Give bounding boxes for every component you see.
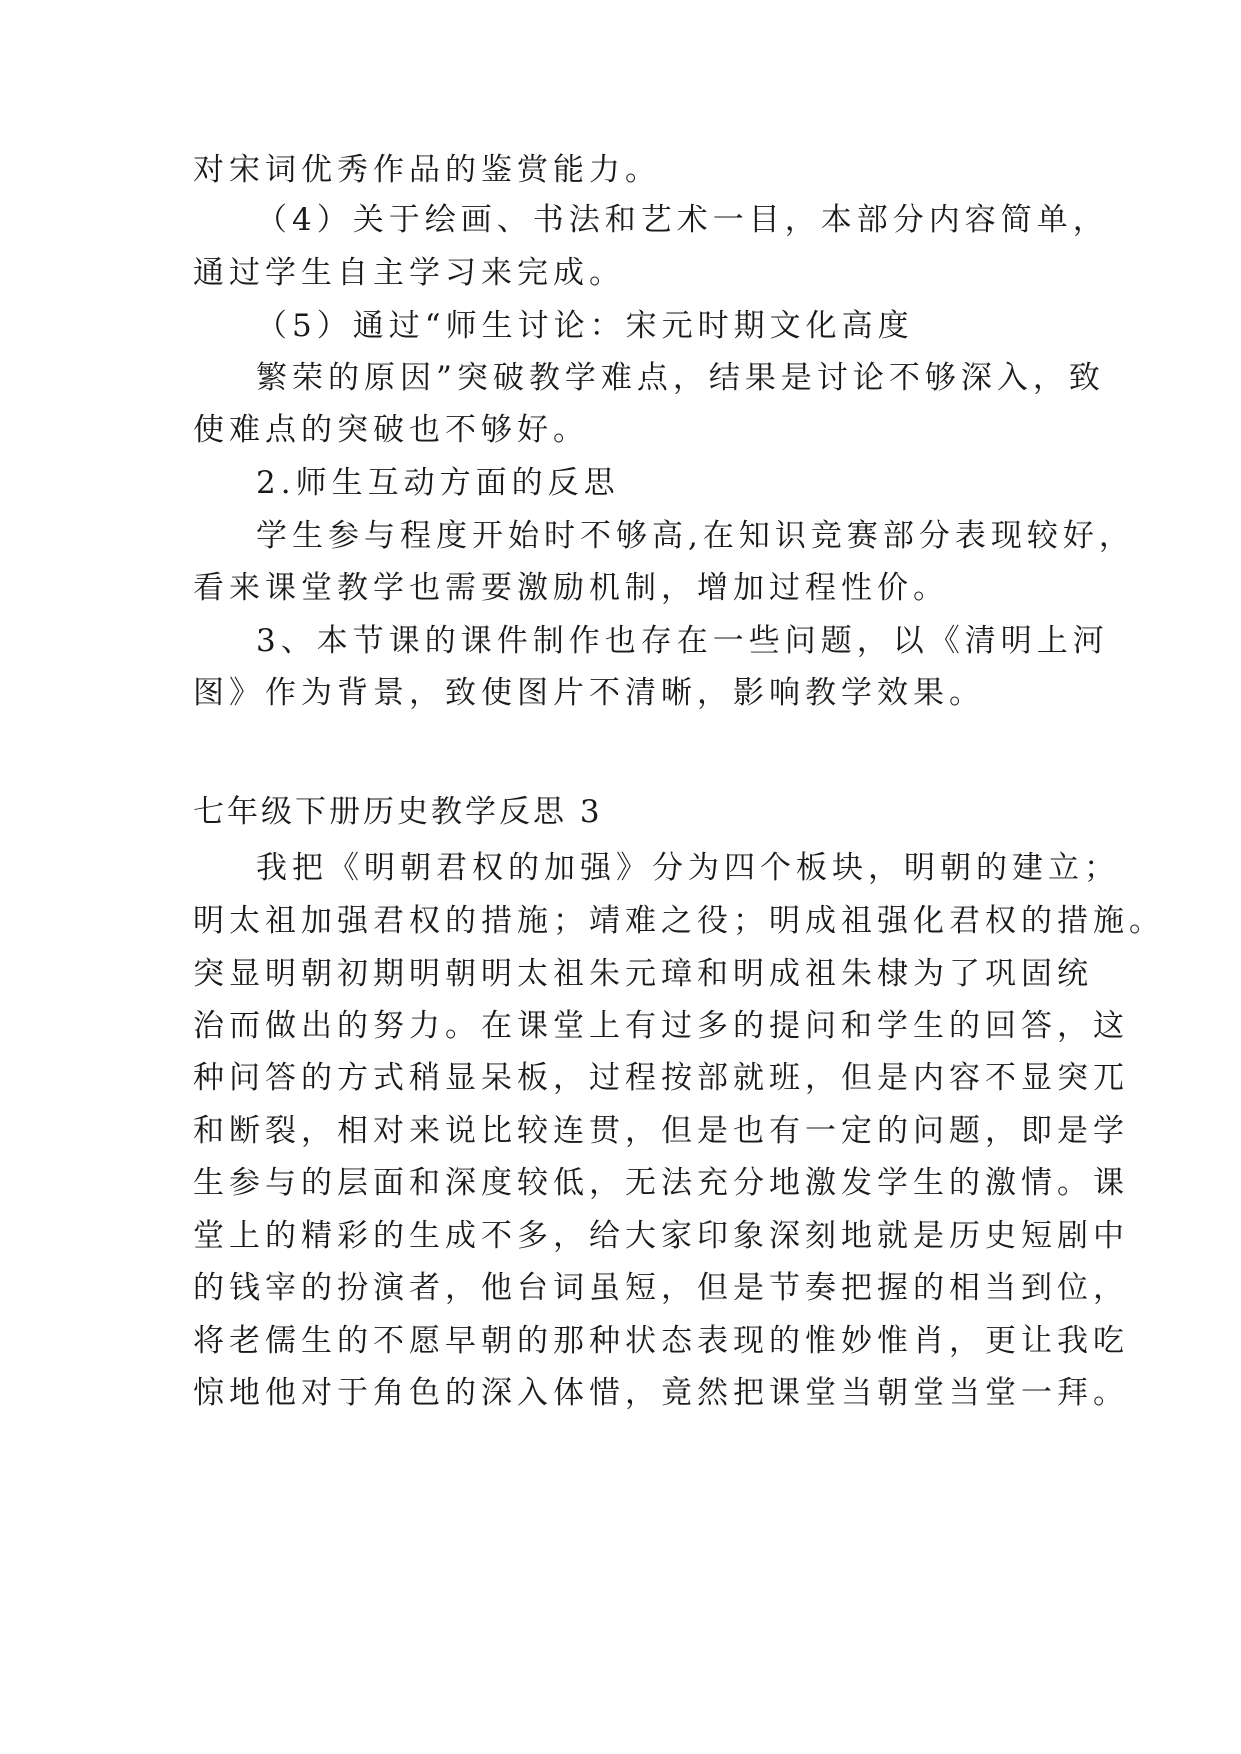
paragraph-line: 学生参与程度开始时不够高,在知识竞赛部分表现较好， [256, 518, 1135, 554]
paragraph-line: 种问答的方式稍显呆板，过程按部就班，但是内容不显突兀 [193, 1060, 1129, 1096]
paragraph-line: 我把《明朝君权的加强》分为四个板块，明朝的建立； [256, 850, 1120, 886]
paragraph-line: 图》作为背景，致使图片不清晰，影响教学效果。 [193, 675, 985, 711]
paragraph-line: 看来课堂教学也需要激励机制，增加过程性价。 [193, 570, 949, 606]
paragraph-line: 通过学生自主学习来完成。 [193, 255, 625, 291]
paragraph-line: 和断裂，相对来说比较连贯，但是也有一定的问题，即是学 [193, 1113, 1129, 1149]
paragraph-line: （4）关于绘画、书法和艺术一目，本部分内容简单， [256, 202, 1109, 238]
paragraph-line: 治而做出的努力。在课堂上有过多的提问和学生的回答，这 [193, 1008, 1129, 1044]
paragraph-line: （5）通过“师生讨论：宋元时期文化高度 [256, 308, 914, 344]
paragraph-line: 突显明朝初期明朝明太祖朱元璋和明成祖朱棣为了巩固统 [193, 956, 1093, 992]
paragraph-line: 的钱宰的扮演者，他台词虽短，但是节奏把握的相当到位， [193, 1270, 1129, 1306]
paragraph-line: 惊地他对于角色的深入体惜，竟然把课堂当朝堂当堂一拜。 [193, 1375, 1129, 1411]
section-title: 七年级下册历史教学反思 3 [193, 794, 603, 830]
paragraph-line: 对宋词优秀作品的鉴赏能力。 [193, 152, 661, 188]
paragraph-line: 3、本节课的课件制作也存在一些问题，以《清明上河 [256, 623, 1109, 659]
paragraph-line: 将老儒生的不愿早朝的那种状态表现的惟妙惟肖，更让我吃 [193, 1323, 1129, 1359]
paragraph-line: 生参与的层面和深度较低，无法充分地激发学生的激情。课 [193, 1165, 1129, 1201]
paragraph-line: 堂上的精彩的生成不多，给大家印象深刻地就是历史短剧中 [193, 1218, 1129, 1254]
paragraph-line: 使难点的突破也不够好。 [193, 412, 589, 448]
paragraph-line: 繁荣的原因”突破教学难点，结果是讨论不够深入，致 [256, 360, 1105, 396]
paragraph-line: 明太祖加强君权的措施；靖难之役；明成祖强化君权的措施。 [193, 903, 1165, 939]
paragraph-line: 2.师生互动方面的反思 [256, 465, 620, 501]
